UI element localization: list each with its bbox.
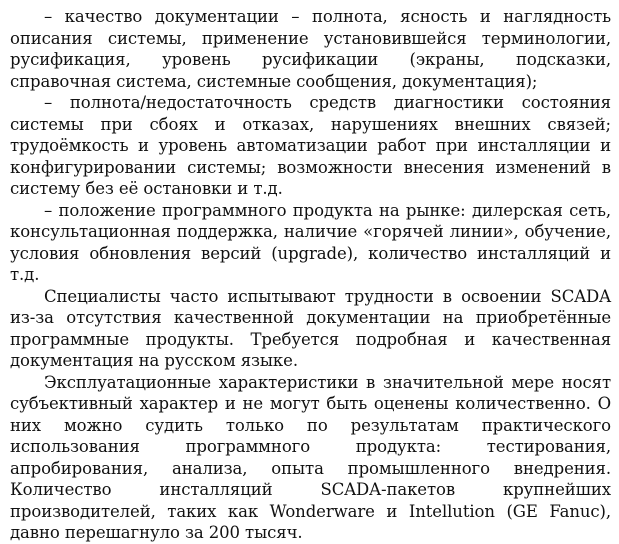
paragraph-specialists: Специалисты часто испытывают трудности в освоении SCADA из-за отсутствия качественной документации на приобретённые программные продукты. Требуется подробная и качественная документация на русском языке. (10, 286, 611, 370)
paragraph-documentation-quality: – качество документации – полнота, ясность и наглядность описания системы, применение установившейся терминологии, русификация, уровень русификации (экраны, подсказки, справочная система, системные сообщения, документация); (10, 7, 611, 91)
paragraph-market-position: – положение программного продукта на рынке: дилерская сеть, консультационная поддержка, наличие «горячей линии», обучение, условия обновления версий (upgrade), количество инсталляций и т.д. (10, 200, 611, 284)
paragraph-diagnostics: – полнота/недостаточность средств диагностики состояния системы при сбоях и отказах, нарушениях внешних связей; трудоёмкость и уровень автоматизации работ при инсталляции и конфигурировании системы; возможности внесения изменений в систему без её остановки и т.д. (10, 93, 611, 198)
paragraph-operational-characteristics: Эксплуатационные характеристики в значительной мере носят субъективный характер и не могут быть оценены количественно. О них можно судить только по результатам практического использования программного продукта: тестирования, апробирования, анализа, опыта промышленного внедрения. Количество инсталляций SCADA-пакетов крупнейших производителей, таких как Wonderware и Intellution (GE Fanuc), давно перешагнуло за 200 тысяч. (10, 372, 611, 542)
